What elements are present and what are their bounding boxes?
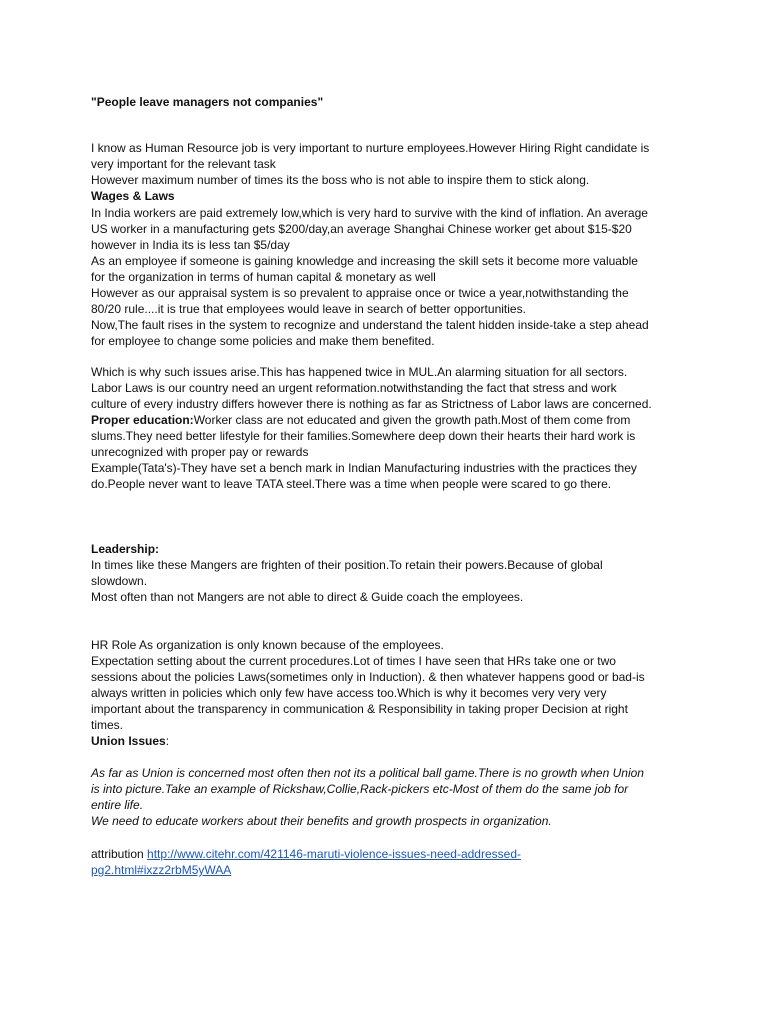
union-line: is into picture.Take an example of Rickshaw,Collie,Rack-pickers etc-Most of them do the same job for xyxy=(91,782,629,796)
leadership-line: Most often than not Mangers are not able to direct & Guide coach the employees. xyxy=(91,590,524,604)
hr-role-line: sessions about the policies Laws(sometimes only in Induction). & then whatever happens good or bad-is xyxy=(91,670,645,684)
leadership-heading: Leadership: xyxy=(91,542,160,556)
hr-role-line: important about the transparency in communication & Responsibility in taking proper Decision at right xyxy=(91,702,628,716)
union-line: As far as Union is concerned most often then not its a political ball game.There is no growth when Union xyxy=(91,766,644,780)
issues-line: culture of every industry differs however there is nothing as far as Strictness of Labor laws are concerned. xyxy=(91,397,652,411)
union-heading-colon: : xyxy=(165,734,170,748)
wages-line: In India workers are paid extremely low,which is very hard to survive with the kind of inflation. An average xyxy=(91,206,648,220)
attribution-label: attribution xyxy=(91,847,148,861)
attribution-link[interactable]: http://www.citehr.com/421146-maruti-violence-issues-need-addressed- xyxy=(147,847,521,861)
leadership-line: slowdown. xyxy=(91,574,148,588)
union-heading: Union Issues xyxy=(91,734,166,748)
union-line: entire life. xyxy=(91,798,144,812)
leadership-line: In times like these Mangers are frighten of their position.To retain their powers.Because of global xyxy=(91,558,603,572)
attribution-line xyxy=(91,846,521,862)
intro-line: very important for the relevant task xyxy=(91,157,276,171)
wages-line: Now,The fault rises in the system to recognize and understand the talent hidden inside-take a step ahead xyxy=(91,318,649,332)
wages-line: for the organization in terms of human capital & monetary as well xyxy=(91,270,436,284)
wages-line: As an employee if someone is gaining knowledge and increasing the skill sets it become more valuable xyxy=(91,254,638,268)
intro-line: However maximum number of times its the boss who is not able to inspire them to stick along. xyxy=(91,173,590,187)
wages-line: for employee to change some policies and make them benefited. xyxy=(91,334,435,348)
education-line: do.People never want to leave TATA steel.There was a time when people were scared to go there. xyxy=(91,477,612,491)
union-line: We need to educate workers about their benefits and growth prospects in organization. xyxy=(91,814,552,828)
wages-heading: Wages & Laws xyxy=(91,189,175,203)
hr-role-line: Expectation setting about the current procedures.Lot of times I have seen that HRs take one or two xyxy=(91,654,616,668)
wages-line: however in India its is less tan $5/day xyxy=(91,238,290,252)
hr-role-line: times. xyxy=(91,718,124,732)
union-heading-line xyxy=(91,733,169,749)
education-line: unrecognized with proper pay or rewards xyxy=(91,445,309,459)
hr-role-line: HR Role As organization is only known because of the employees. xyxy=(91,638,444,652)
document-title: "People leave managers not companies" xyxy=(91,95,324,109)
education-line: slums.They need better lifestyle for their families.Somewhere deep down their hearts their hard work is xyxy=(91,429,636,443)
attribution-link-continued xyxy=(91,862,231,878)
education-line: Example(Tata's)-They have set a bench mark in Indian Manufacturing industries with the practices they xyxy=(91,461,637,475)
education-first-line xyxy=(91,412,630,428)
attribution-link-part2[interactable]: pg2.html#ixzz2rbM5yWAA xyxy=(91,863,232,877)
wages-line: 80/20 rule....it is true that employees would leave in search of better opportunities. xyxy=(91,302,526,316)
hr-role-line: always written in policies which only few have access too.Which is why it becomes very very very xyxy=(91,686,607,700)
education-heading: Proper education: xyxy=(91,413,194,427)
issues-line: Labor Laws is our country need an urgent reformation.notwithstanding the fact that stress and work xyxy=(91,381,617,395)
issues-line: Which is why such issues arise.This has happened twice in MUL.An alarming situation for all sectors. xyxy=(91,365,628,379)
wages-line: However as our appraisal system is so prevalent to appraise once or twice a year,notwithstanding the xyxy=(91,286,629,300)
wages-line: US worker in a manufacturing gets $200/day,an average Shanghai Chinese worker get about $15-$20 xyxy=(91,222,632,236)
intro-line: I know as Human Resource job is very important to nurture employees.However Hiring Right candidate is xyxy=(91,141,650,155)
education-line: Worker class are not educated and given the growth path.Most of them come from xyxy=(193,413,631,427)
